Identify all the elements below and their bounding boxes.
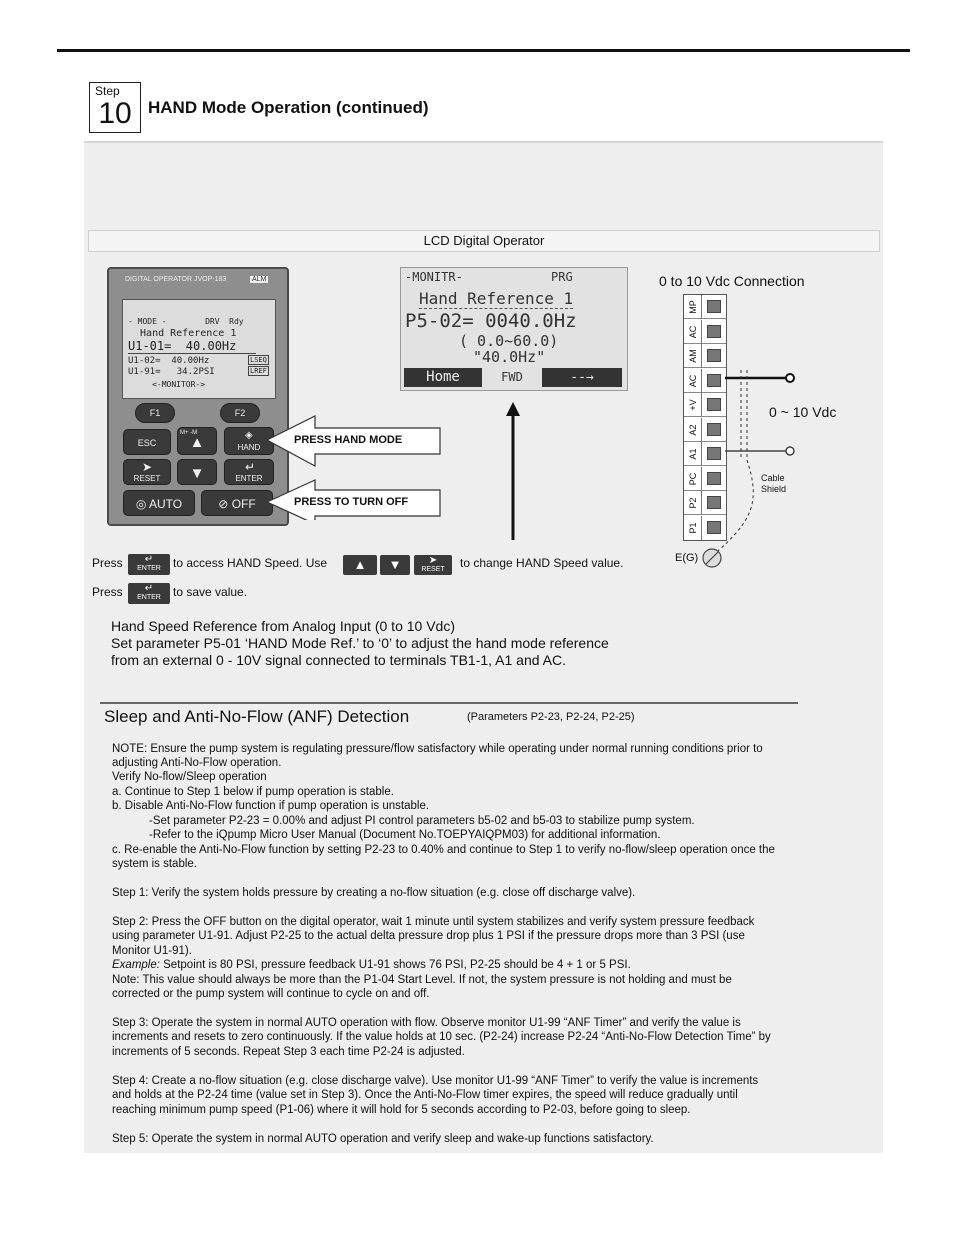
section-params: (Parameters P2-23, P2-24, P2-25) [467, 711, 635, 723]
reset-button[interactable] [123, 459, 171, 485]
off-label: OFF [231, 497, 256, 511]
f2-button[interactable]: F2 [220, 403, 260, 423]
note-line: c. Re-enable the Anti-No-Flow function by setting P2-23 to 0.40% and continue to Step 1 to verify no-flow/sleep operation once the [112, 844, 775, 856]
monitor-range: ( 0.0~60.0) [459, 332, 559, 350]
reset-key-icon: ➤ RESET [414, 555, 452, 575]
enter-label: ENTER [235, 474, 263, 483]
off-icon: ⊘ [218, 497, 229, 511]
off-callout-text: PRESS TO TURN OFF [294, 496, 409, 508]
section-divider [100, 702, 798, 704]
keypad-screen-line: U1-02= 40.00Hz [128, 356, 210, 366]
top-rule [57, 49, 910, 52]
note-line: -Set parameter P2-23 = 0.00% and adjust PI control parameters b5-02 and b5-03 to stabilize pump system. [149, 815, 695, 827]
page-title: HAND Mode Operation (continued) [148, 98, 429, 117]
reset-arrow-icon: ➤ [142, 460, 153, 474]
up-button[interactable] [177, 427, 217, 455]
f1-button[interactable]: F1 [135, 403, 175, 423]
off-button[interactable] [201, 490, 273, 516]
terminal-label: MP [687, 300, 698, 314]
hand-callout-text: PRESS HAND MODE [294, 434, 403, 446]
note-line: Verify No-flow/Sleep operation [112, 771, 267, 783]
up-arrow-icon: ▲ [189, 434, 205, 451]
terminal-label: +V [687, 399, 698, 411]
step-line: Monitor U1-91). [112, 945, 192, 957]
step-line: increments and resets to zero continuously. If the value holds at 10 sec. (P2-24) increase P2-24 “Anti-No-Flow Detection Time” by [112, 1031, 771, 1043]
note-line: system is stable. [112, 858, 197, 870]
example-label: Example: [112, 959, 160, 971]
voltage-label: 0 ~ 10 Vdc [769, 404, 837, 420]
note-line: -Refer to the iQpump Micro User Manual (Document No.TOEPYAIQPM03) for additional information. [149, 829, 661, 841]
step-number: 10 [98, 97, 132, 130]
ground-label: E(G) [675, 552, 699, 564]
note-line: NOTE: Ensure the pump system is regulating pressure/flow satisfactory while operating under normal running conditions prior to [112, 743, 763, 755]
a1-wire-end [786, 447, 794, 455]
step-line: and holds at the P2-24 time (value set in Step 3). Once the Anti-No-Flow timer expires, the speed will reduce gradually until [112, 1089, 738, 1101]
press-word: Press [92, 556, 123, 570]
down-key-icon: ▼ [380, 555, 410, 575]
terminal-row [684, 320, 726, 344]
keypad-screen-line: U1-01= 40.00Hz [128, 339, 256, 354]
terminal-label: A2 [687, 423, 698, 436]
monitor-prg: PRG [551, 270, 573, 284]
connection-title: 0 to 10 Vdc Connection [659, 273, 805, 289]
monitor-softkeys [404, 368, 622, 387]
press-text: to save value. [173, 585, 248, 599]
step-line: Step 2: Press the OFF button on the digital operator, wait 1 minute until system stabilizes and verify system pressure feedback [112, 916, 755, 928]
shield-lead [712, 460, 753, 556]
analog-title: Hand Speed Reference from Analog Input (0 to 10 Vdc) [111, 618, 455, 634]
esc-button[interactable]: ESC [123, 429, 171, 455]
press-word: Press [92, 585, 123, 599]
up-key-icon: ▲ [343, 555, 377, 575]
down-button[interactable] [177, 459, 217, 485]
step-line: reaching minimum pump speed (P1-06) where it will hold for 5 seconds according to P2-03, before going to sleep. [112, 1104, 691, 1116]
terminal-screw-icon [707, 325, 721, 338]
auto-button[interactable] [123, 490, 195, 516]
step-line: using parameter U1-91. Adjust P2-25 to the actual delta pressure drop plus 1 PSI if the pressure drops more than 3 PSI (use [112, 930, 745, 942]
step-line [112, 958, 631, 972]
monitor-param: P5-02= 0040.0Hz [405, 310, 577, 332]
terminal-label: PC [687, 472, 698, 485]
example-text: Setpoint is 80 PSI, pressure feedback U1-91 shows 76 PSI, P2-25 should be 4 + 1 or 5 PSI. [163, 959, 631, 971]
softkey-home[interactable]: Home [404, 368, 482, 387]
press-text: to change HAND Speed value. [460, 556, 624, 570]
monitor-mode: -MONITR- [405, 270, 463, 284]
auto-icon: ◎ [135, 497, 147, 511]
monitor-title: Hand Reference 1 [419, 289, 574, 308]
keypad-screen-line: Hand Reference 1 [128, 328, 237, 339]
alm-badge: ALM [252, 276, 267, 283]
terminal-label: AC [687, 325, 698, 338]
note-line: b. Disable Anti-No-Flow function if pump operation is unstable. [112, 800, 430, 812]
monitor-default: "40.0Hz" [473, 348, 546, 366]
hand-label: HAND [237, 443, 261, 452]
lcd-monitor [400, 267, 628, 391]
reset-label: RESET [133, 474, 161, 483]
step-line: Step 5: Operate the system in normal AUTO operation and verify sleep and wake-up functions satisfactory. [112, 1133, 654, 1145]
analog-line: Set parameter P5-01 ‘HAND Mode Ref.’ to ‘0’ to adjust the hand mode reference [111, 635, 609, 651]
wiring-diagram [700, 360, 810, 575]
terminal-label: P1 [687, 521, 698, 534]
enter-key-icon: ↵ ENTER [128, 554, 170, 575]
hand-diamond-icon: ◈ [245, 430, 253, 441]
step-line: Note: This value should always be more than the P1-04 Start Level. If not, the system pressure is not holding and must be [112, 974, 732, 986]
enter-key-icon: ↵ ENTER [128, 583, 170, 604]
step-label: Step [95, 84, 120, 98]
up-pointer-arrow [500, 400, 526, 542]
lref-tag: LREF [250, 367, 267, 375]
step-line: Step 4: Create a no-flow situation (e.g. close discharge valve). Use monitor U1-99 “ANF Timer” to verify the value is increments [112, 1075, 759, 1087]
terminal-label: A1 [687, 448, 698, 460]
cable-shield-label: Cable Shield [761, 473, 787, 494]
analog-line: from an external 0 - 10V signal connected to terminals TB1-1, A1 and AC. [111, 652, 566, 668]
lseq-tag: LSEQ [250, 356, 267, 364]
keypad-screen-line: <-MONITOR-> [128, 380, 206, 389]
note-line: adjusting Anti-No-Flow operation. [112, 757, 282, 769]
keypad-screen-line: U1-91= 34.2PSI [128, 367, 215, 377]
terminal-row [684, 295, 726, 319]
figure-caption: LCD Digital Operator [88, 230, 880, 252]
softkey-fwd: FWD [501, 370, 523, 384]
section-title: Sleep and Anti-No-Flow (ANF) Detection [104, 707, 410, 726]
keypad-model: DIGITAL OPERATOR JVOP-183 [125, 276, 227, 283]
step-badge [89, 82, 141, 133]
note-line: a. Continue to Step 1 below if pump operation is stable. [112, 786, 394, 798]
mm-label: M+ -M [180, 430, 198, 436]
terminal-label: AM [687, 349, 698, 363]
keypad-screen-line: - MODE - DRV Rdy [128, 317, 244, 326]
step-line: increments of 5 seconds. Repeat Step 3 each time P2-24 is adjusted. [112, 1046, 465, 1058]
down-arrow-icon: ▼ [189, 465, 205, 482]
auto-label: AUTO [149, 497, 183, 511]
step-line: Step 3: Operate the system in normal AUTO operation with flow. Observe monitor U1-99 “ANF Timer” and verify the value is [112, 1017, 741, 1029]
ac-wire-end [786, 374, 794, 382]
enter-arrow-icon: ↵ [245, 460, 256, 474]
step-line: Step 1: Verify the system holds pressure by creating a no-flow situation (e.g. close off discharge valve). [112, 887, 636, 899]
digital-operator-keypad [107, 267, 289, 526]
step-line: corrected or the pump system will continue to cycle on and off. [112, 988, 430, 1000]
press-text: to access HAND Speed. Use [173, 556, 328, 570]
softkey-right[interactable]: --→ [542, 368, 622, 387]
terminal-label: P2 [687, 497, 698, 509]
terminal-label: AC [687, 374, 698, 387]
terminal-screw-icon [707, 300, 721, 313]
keypad-screen [122, 299, 276, 399]
